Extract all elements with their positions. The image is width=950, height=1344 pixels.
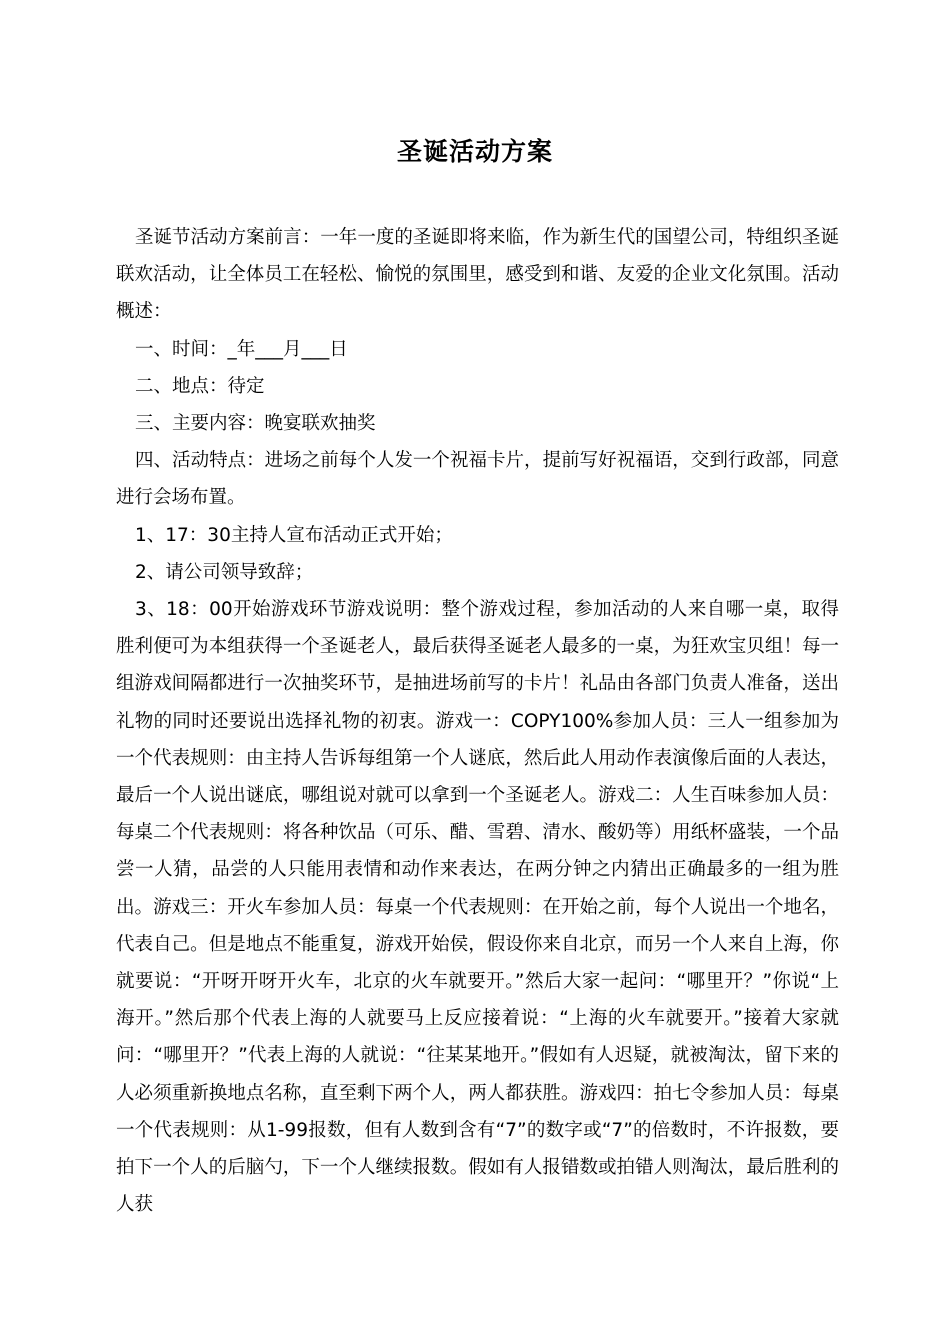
paragraph-step-2: 2、请公司领导致辞； bbox=[135, 561, 314, 583]
document-title: 圣诞活动方案 bbox=[396, 137, 553, 166]
paragraph-intro: 圣诞节活动方案前言：一年一度的圣诞即将来临，作为新生代的国望公司，特组织圣诞联欢活动，让全体员工在轻松、愉悦的氛围里，感受到和谐、友爱的企业文化氛围。活动概述： bbox=[116, 227, 839, 323]
paragraph-step-3-games: 3、18：00开始游戏环节游戏说明：整个游戏过程，参加活动的人来自哪一桌，取得胜利便可为本组获得一个圣诞老人，最后获得圣诞老人最多的一桌，为狂欢宝贝组！每一组游戏间隔都进行一次抽奖环节，是抽进场前写的卡片！礼品由各部门负责人准备，送出礼物的同时还要说出选择礼物的初衷。游戏一：COPY100%参加人员：三人一组参加为一个代表规则：由主持人告诉每组第一个人谜底，然后此人用动作表演像后面的人表达，最后一个人说出谜底，哪组说对就可以拿到一个圣诞老人。游戏二：人生百味参加人员：每桌二个代表规则：将各种饮品（可乐、醋、雪碧、清水、酸奶等）用纸杯盛装，一个品尝一人猜，品尝的人只能用表情和动作来表达，在两分钟之内猜出正确最多的一组为胜出。游戏三：开火车参加人员：每桌一个代表规则：在开始之前，每个人说出一个地名，代表自己。但是地点不能重复，游戏开始侯，假设你来自北京，而另一个人来自上海，你就要说：“开呀开呀开火车，北京的火车就要开。”然后大家一起问：“哪里开？”你说“上海开。”然后那个代表上海的人就要马上反应接着说：“上海的火车就要开。”接着大家就问：“哪里开？”代表上海的人就说：“往某某地开。”假如有人迟疑，就被淘汰，留下来的人必须重新换地点名称，直至剩下两个人，两人都获胜。游戏四：拍七令参加人员：每桌一个代表规则：从1-99报数，但有人数到含有“7”的数字或“7”的倍数时，不许报数，要拍下一个人的后脑勺，下一个人继续报数。假如有人报错数或拍错人则淘汰，最后胜利的人获 bbox=[116, 599, 839, 1216]
paragraph-features: 四、活动特点：进场之前每个人发一个祝福卡片，提前写好祝福语，交到行政部，同意进行会场布置。 bbox=[116, 450, 839, 509]
paragraph-location: 二、地点：待定 bbox=[135, 375, 265, 397]
paragraph-time: 一、时间：_年___月___日 bbox=[135, 338, 348, 360]
paragraph-main-content: 三、主要内容：晚宴联欢抽奖 bbox=[135, 413, 376, 435]
paragraph-step-1: 1、17：30主持人宣布活动正式开始； bbox=[135, 524, 453, 546]
document-body bbox=[116, 219, 839, 1223]
